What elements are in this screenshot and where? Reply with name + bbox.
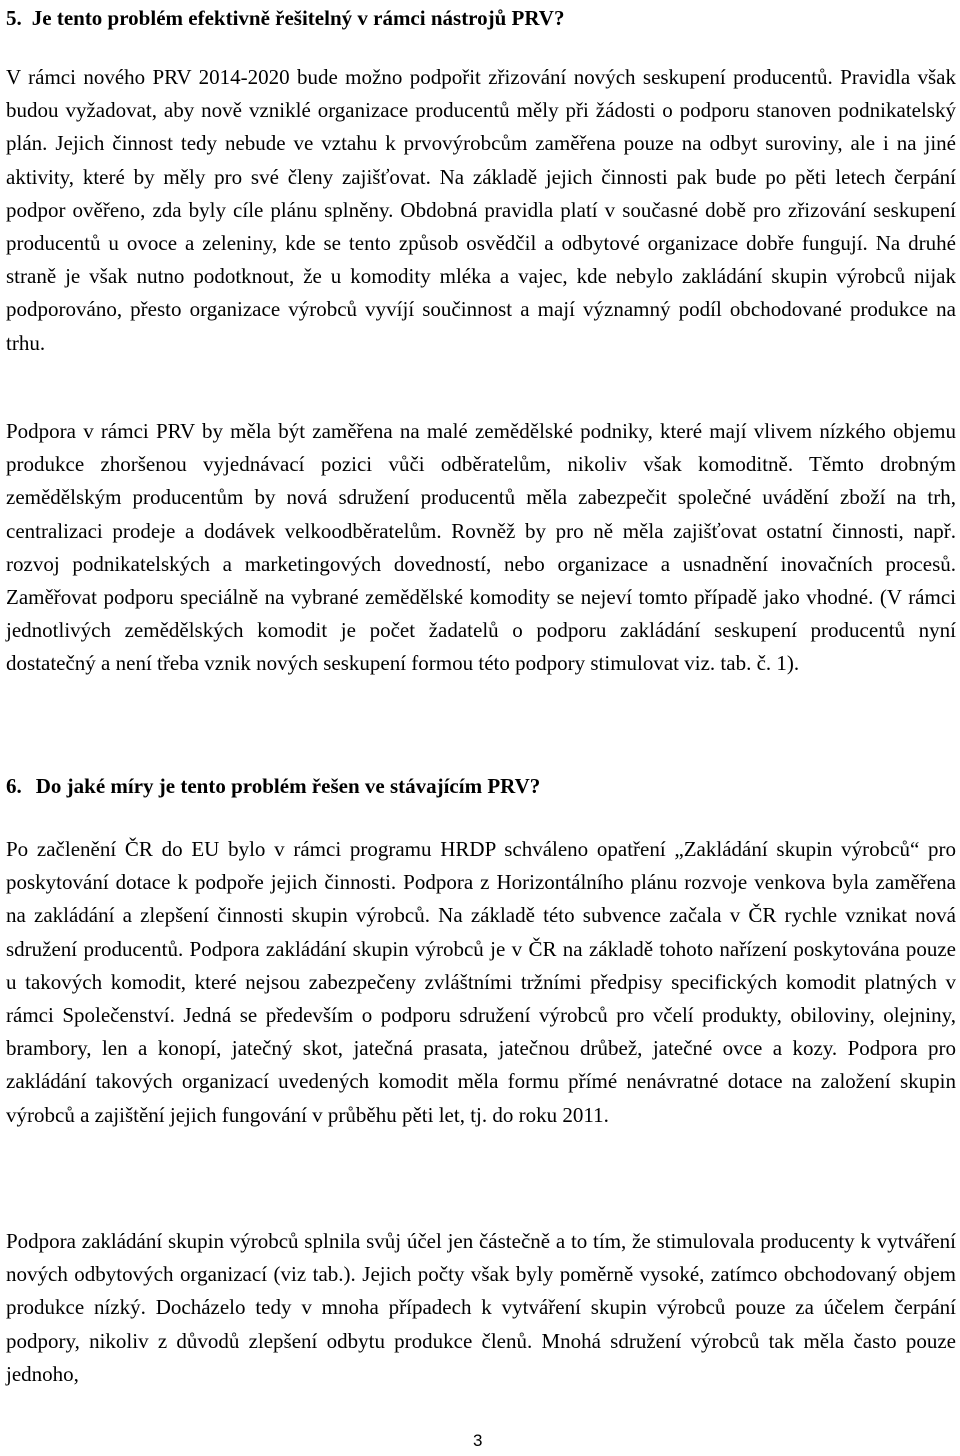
section-number: 6. — [6, 774, 22, 798]
section-number: 5. — [6, 6, 22, 30]
section-title: Je tento problém efektivně řešitelný v rámci nástrojů PRV? — [31, 6, 565, 30]
page-number: 3 — [473, 1431, 483, 1450]
section-heading-5 — [6, 2, 564, 35]
paragraph: Po začlenění ČR do EU bylo v rámci programu HRDP schváleno opatření „Zakládání skupin výrobců“ pro poskytování dotace k podpoře jejich činnosti. Podpora z Horizontálního plánu rozvoje venkova byla zaměřena na zakládání a zlepšení činnosti skupin výrobců. Na základě této subvence začala v ČR rychle vznikat nová sdružení producentů. Podpora zakládání skupin výrobců je v ČR na základě tohoto nařízení poskytována pouze u takových komodit, které nejsou zabezpečeny zvláštními tržními předpisy specifických komodit platných v rámci Společenství. Jedná se především o podporu sdružení výrobců pro včelí produkty, obiloviny, olejniny, brambory, len a konopí, jatečný skot, jatečná prasata, jatečnou drůbež, jatečné ovce a kozy. Podpora pro zakládání takových organizací uvedených komodit měla formu přímé nenávratné dotace na založení skupin výrobců a zajištění jejich fungování v průběhu pěti let, tj. do roku 2011. — [6, 837, 956, 1127]
paragraph: Podpora v rámci PRV by měla být zaměřena na malé zemědělské podniky, které mají vlivem nízkého objemu produkce zhoršenou vyjednávací pozici vůči odběratelům, nikoliv však komoditně. Těmto drobným zemědělským producentům by nová sdružení producentů měla zabezpečit společné uvádění zboží na trh, centralizaci prodeje a dodávek velkoodběratelům. Rovněž by pro ně měla zajišťovat ostatní činnosti, např. rozvoj podnikatelských a marketingových dovedností, nebo organizace a usnadnění inovačních procesů. Zaměřovat podporu speciálně na vybrané zemědělské komodity se nejeví tomto případě jako vhodné. (V rámci jednotlivých zemědělských komodit je počet žadatelů o podporu zakládání seskupení producentů nyní dostatečný a není třeba vznik nových seskupení formou této podpory stimulovat viz. tab. č. 1). — [6, 419, 956, 676]
paragraph: Podpora zakládání skupin výrobců splnila svůj účel jen částečně a to tím, že stimulovala producenty k vytváření nových odbytových organizací (viz tab.). Jejich počty však byly poměrně vysoké, zatímco obchodovaný objem produkce nízký. Docházelo tedy v mnoha případech k vytváření skupin výrobců pouze za účelem čerpání podpory, nikoliv z důvodů zlepšení odbytu produkce členů. Mnohá sdružení výrobců tak měla často pouze jednoho, — [6, 1229, 956, 1386]
section-title: Do jaké míry je tento problém řešen ve stávajícím PRV? — [35, 774, 541, 798]
paragraph: V rámci nového PRV 2014-2020 bude možno podpořit zřizování nových seskupení producentů. Pravidla však budou vyžadovat, aby nově vzniklé organizace producentů měly při žádosti o podporu stanoven podnikatelský plán. Jejich činnost tedy nebude ve vztahu k prvovýrobcům zaměřena pouze na odbyt suroviny, ale i na jiné aktivity, které by měly pro své členy zajišťovat. Na základě jejich činnosti pak bude po pěti letech čerpání podpor ověřeno, zda byly cíle plánu splněny. Obdobná pravidla platí v současné době pro zřizování seskupení producentů u ovoce a zeleniny, kde se tento způsob osvědčil a odbytové organizace dobře fungují. Na druhé straně je však nutno podotknout, že u komodity mléka a vajec, kde nebylo zakládání skupin výrobců nijak podporováno, přesto organizace výrobců vyvíjí součinnost a mají významný podíl obchodované produkce na trhu. — [6, 65, 956, 355]
section-heading-6 — [6, 770, 540, 803]
